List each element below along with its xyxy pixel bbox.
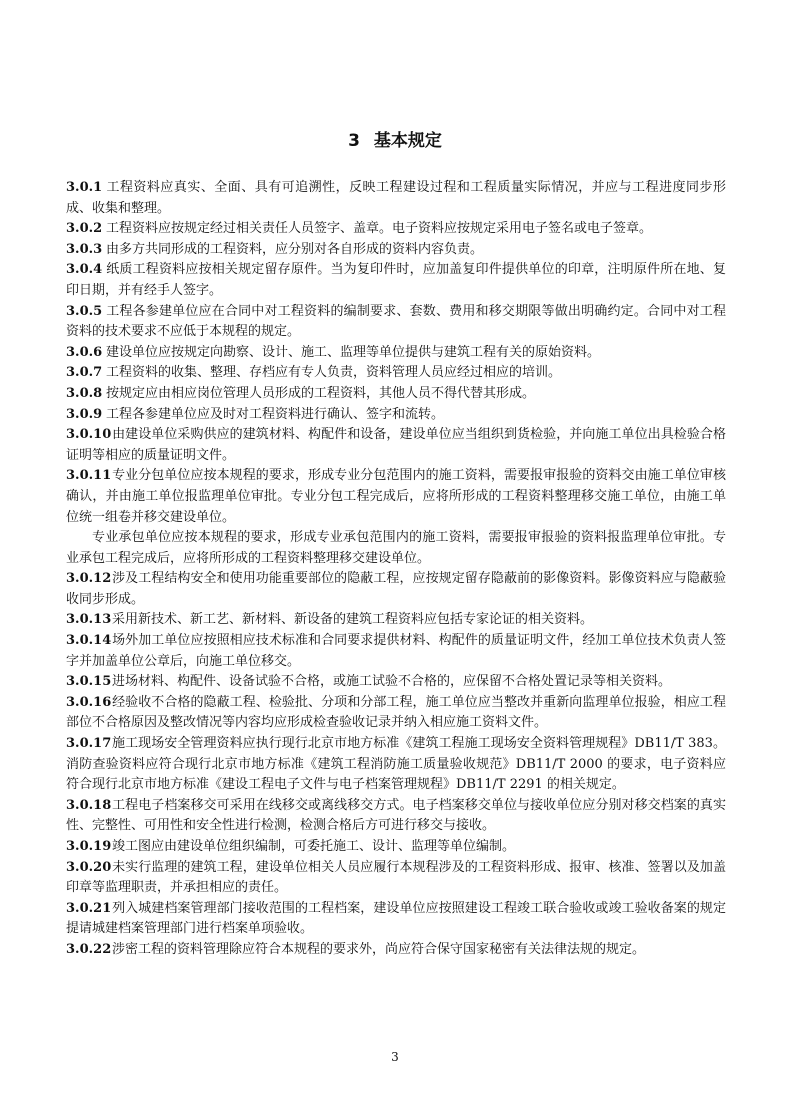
- clause-paragraph: [66, 528, 726, 569]
- clause-text: 工程电子档案移交可采用在线移交或离线移交方式。电子档案移交单位与接收单位应分别对移交档案的真实性、完整性、可用性和安全性进行检测，检测合格后方可进行移交与接收。: [66, 797, 726, 834]
- clause-text: 涉及工程结构安全和使用功能重要部位的隐蔽工程，应按规定留存隐蔽前的影像资料。影像资料应与隐蔽验收同步形成。: [66, 571, 726, 607]
- clause-text: 工程资料应真实、全面、具有可追溯性，反映工程建设过程和工程质量实际情况，并应与工程进度同步形成、收集和整理。: [66, 180, 726, 216]
- clause-number: 3.0.15: [66, 674, 112, 690]
- clause-paragraph: [66, 858, 726, 899]
- clause-text: 进场材料、构配件、设备试验不合格，或施工试验不合格的，应保留不合格处置记录等相关资料。: [112, 674, 672, 690]
- clause-text: 场外加工单位应按照相应技术标准和合同要求提供材料、构配件的质量证明文件，经加工单位技术负责人签字并加盖单位公章后，向施工单位移交。: [66, 633, 726, 669]
- chapter-heading: [0, 126, 790, 151]
- clause-number: 3.0.19: [66, 839, 112, 854]
- clause-number: 3.0.20: [66, 859, 112, 875]
- clause-number: 3.0.3: [66, 241, 103, 257]
- clause-paragraph: [66, 405, 726, 426]
- clause-number: 3.0.4: [66, 262, 103, 278]
- clause-paragraph: [66, 631, 726, 672]
- page-number: 3: [391, 1050, 399, 1064]
- clause-text: 建设单位应按规定向勘察、设计、施工、监理等单位提供与建筑工程有关的原始资料。: [106, 344, 601, 360]
- clause-number: 3.0.22: [66, 941, 112, 957]
- chapter-title: 基本规定: [373, 131, 442, 151]
- clause-text: 专业承包单位应按本规程的要求，形成专业承包范围内的施工资料，需要报审报验的资料报监理单位审批。专业承包工程完成后，应将所形成的工程资料整理移交建设单位。: [66, 530, 726, 566]
- clause-paragraph: [66, 693, 726, 734]
- clause-paragraph: [66, 899, 726, 940]
- clause-paragraph: [66, 363, 726, 384]
- clause-text: 工程各参建单位应在合同中对工程资料的编制要求、套数、费用和移交期限等做出明确约定。合同中对工程资料的技术要求不应低于本规程的规定。: [66, 303, 726, 340]
- clause-text: 工程资料的收集、整理、存档应有专人负责，资料管理人员应经过相应的培训。: [106, 365, 562, 381]
- clause-number: 3.0.7: [66, 365, 103, 381]
- clause-paragraph: [66, 178, 726, 219]
- clause-number: 3.0.12: [66, 571, 112, 587]
- clause-text: 纸质工程资料应按相关规定留存原件。当为复印件时，应加盖复印件提供单位的印章，注明原件所在地、复印日期，并有经手人签字。: [66, 262, 726, 298]
- clause-text: 未实行监理的建筑工程，建设单位相关人员应履行本规程涉及的工程资料形成、报审、核准、签署以及加盖印章等监理职责，并承担相应的责任。: [66, 859, 726, 896]
- clause-number: 3.0.5: [66, 303, 103, 319]
- clause-paragraph: [66, 343, 726, 364]
- clause-paragraph: [66, 219, 726, 240]
- clause-text: 工程资料应按规定经过相关责任人员签字、盖章。电子资料应按规定采用电子签名或电子签章。: [106, 221, 653, 237]
- clause-paragraph: [66, 796, 726, 837]
- clause-paragraph: [66, 260, 726, 301]
- clause-number: 3.0.16: [66, 694, 112, 710]
- clause-text: 涉密工程的资料管理除应符合本规程的要求外，尚应符合保守国家秘密有关法律法规的规定。: [112, 941, 646, 957]
- clause-number: 3.0.17: [66, 736, 112, 752]
- clause-text: 施工现场安全管理资料应执行现行北京市地方标准《建筑工程施工现场安全资料管理规程》DB11/T 383。消防查验资料应符合现行北京市地方标准《建筑工程消防施工质量验收规范》DB11/T 2000 的要求，电子资料应符合现行北京市地方标准《建设工程电子文件与电子档案管理规程》DB11/T 2291 的相关规定。: [66, 736, 726, 793]
- clause-text: 按规定应由相应岗位管理人员形成的工程资料，其他人员不得代替其形成。: [106, 385, 536, 401]
- clause-paragraph: [66, 240, 726, 261]
- clause-number: 3.0.10: [66, 427, 112, 443]
- clause-paragraph: [66, 837, 726, 858]
- clause-paragraph: [66, 610, 726, 631]
- clause-paragraph: [66, 672, 726, 693]
- clause-paragraph: [66, 384, 726, 405]
- clause-paragraph: [66, 569, 726, 610]
- clause-number: 3.0.21: [66, 900, 112, 916]
- clause-number: 3.0.11: [66, 468, 112, 484]
- clause-text: 竣工图应由建设单位组织编制，可委托施工、设计、监理等单位编制。: [112, 839, 516, 854]
- clause-number: 3.0.6: [66, 344, 103, 360]
- clause-paragraph: [66, 940, 726, 961]
- clause-text: 专业分包单位应按本规程的要求，形成专业分包范围内的施工资料，需要报审报验的资料交由施工单位审核确认，并由施工单位报监理单位审批。专业分包工程完成后，应将所形成的工程资料整理移交施工单位，由施工单位统一组卷并移交建设单位。: [66, 468, 726, 525]
- chapter-number: 3: [348, 131, 360, 151]
- clause-number: 3.0.18: [66, 797, 112, 813]
- clause-text: 列入城建档案管理部门接收范围的工程档案，建设单位应按照建设工程竣工联合验收或竣工验收备案的规定提请城建档案管理部门进行档案单项验收。: [66, 900, 726, 937]
- clause-number: 3.0.14: [66, 633, 112, 649]
- clause-number: 3.0.1: [66, 180, 103, 195]
- clause-list: [66, 178, 726, 961]
- clause-number: 3.0.8: [66, 385, 103, 401]
- clause-text: 工程各参建单位应及时对工程资料进行确认、签字和流转。: [106, 406, 445, 422]
- clause-number: 3.0.9: [66, 406, 103, 422]
- clause-paragraph: [66, 302, 726, 343]
- clause-number: 3.0.13: [66, 612, 112, 628]
- clause-text: 经验收不合格的隐蔽工程、检验批、分项和分部工程，施工单位应当整改并重新向监理单位报验，相应工程部位不合格原因及整改情况等内容均应形成检查验收记录并纳入相应施工资料文件。: [66, 694, 726, 731]
- clause-paragraph: [66, 734, 726, 796]
- clause-text: 由多方共同形成的工程资料，应分别对各自形成的资料内容负责。: [106, 241, 484, 257]
- clause-paragraph: [66, 425, 726, 466]
- clause-text: 由建设单位采购供应的建筑材料、构配件和设备，建设单位应当组织到货检验，并向施工单位出具检验合格证明等相应的质量证明文件。: [66, 427, 726, 463]
- clause-number: 3.0.2: [66, 221, 103, 237]
- clause-paragraph: [66, 466, 726, 528]
- clause-text: 采用新技术、新工艺、新材料、新设备的建筑工程资料应包括专家论证的相关资料。: [112, 612, 594, 628]
